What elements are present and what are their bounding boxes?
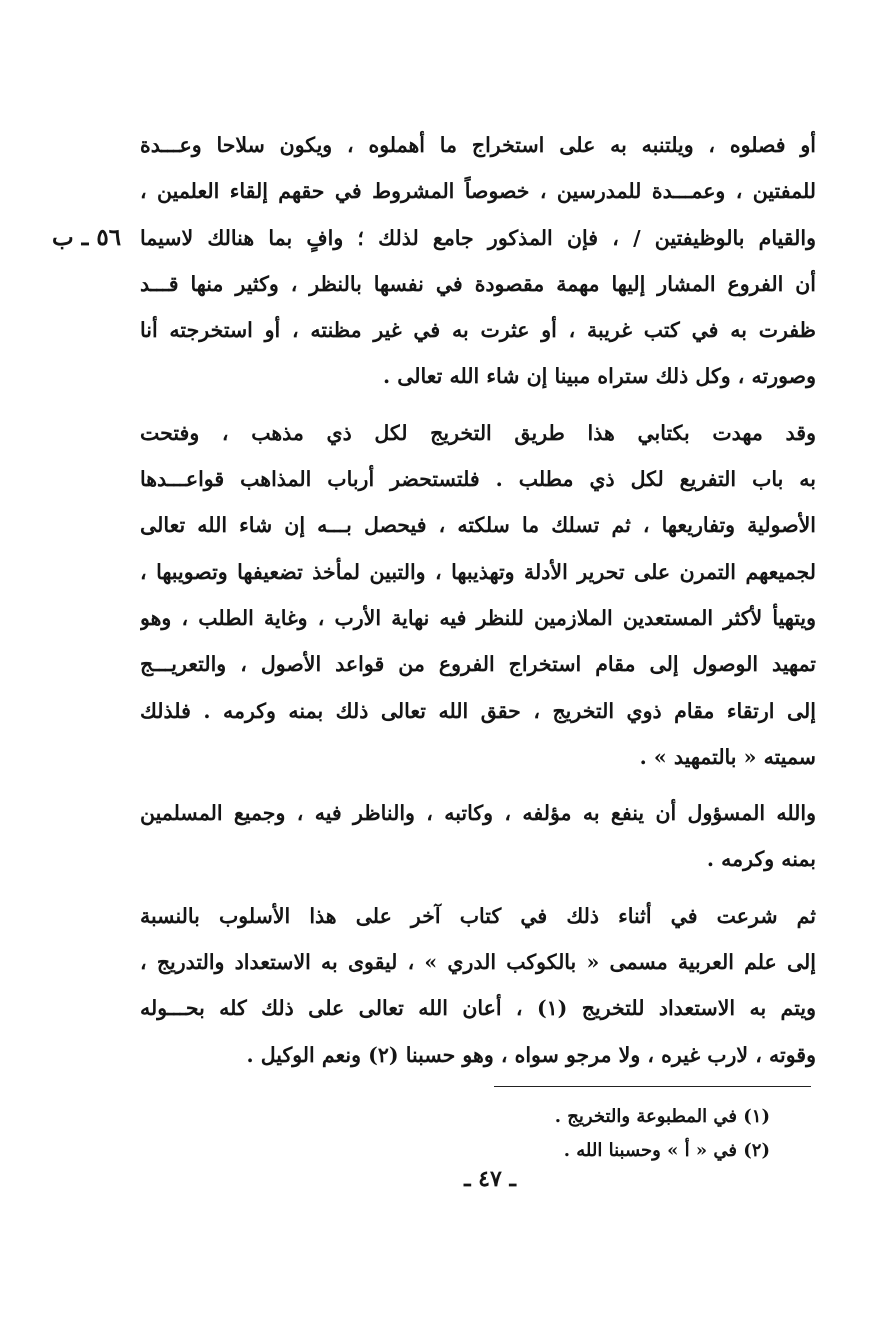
text-line: به باب التفريع لكل ذي مطلب . فلتستحضر أرباب المذاهب قواعـــدها — [140, 467, 816, 492]
text-line: وقوته ، لارب غيره ، ولا مرجو سواه ، وهو حسبنا (٢) ونعم الوكيل . — [246, 1042, 816, 1067]
paragraph-gap — [140, 400, 816, 410]
paragraph-gap — [140, 780, 816, 790]
text-line: سميته « بالتمهيد » . — [639, 744, 816, 769]
text-line: أو فصلوه ، ويلتنبه به على استخراج ما أهملوه ، ويكون سلاحا وعـــدة — [140, 133, 816, 157]
text-line: لجميعهم التمرن على تحرير الأدلة وتهذيبها ، والتبين لمأخذ تضعيفها وتصويبها ، — [140, 559, 816, 584]
text-line: الأصولية وتفاريعها ، ثم تسلك ما سلكته ، فيحصل بـــه إن شاء الله تعالى — [140, 513, 816, 538]
text-line: ظفرت به في كتب غريبة ، أو عثرت به في غير مظنته ، أو استخرجته أنا — [140, 318, 816, 343]
text-line: ثم شرعت في أثناء ذلك في كتاب آخر على هذا الأسلوب بالنسبة — [140, 903, 816, 928]
text-line: إلى علم العربية مسمى « بالكوكب الدري » ، ليقوى به الاستعداد والتدريج ، — [140, 950, 816, 975]
paragraph-2 — [140, 410, 816, 780]
paragraph-1 — [140, 122, 816, 400]
paragraph-gap — [140, 883, 816, 893]
paragraph-4 — [140, 893, 816, 1078]
footnote-divider — [494, 1086, 811, 1087]
text-line: أن الفروع المشار إليها مهمة مقصودة في نفسها بالنظر ، وكثير منها قـــد — [140, 271, 816, 296]
text-line: ويتم به الاستعداد للتخريج (١) ، أعان الله تعالى على ذلك كله بحـــوله — [140, 996, 816, 1021]
text-line: وصورته ، وكل ذلك ستراه مبينا إن شاء الله تعالى . — [382, 364, 816, 389]
margin-folio-note: ٥٦ ـ ب — [52, 224, 122, 251]
footnotes — [440, 1100, 770, 1168]
footnote-1: (١) في المطبوعة والتخريج . — [554, 1106, 770, 1127]
text-line: والقيام بالوظيفتين / ، فإن المذكور جامع لذلك ؛ وافٍ بما هنالك لاسيما — [140, 225, 816, 250]
text-line: تمهيد الوصول إلى مقام استخراج الفروع من قواعد الأصول ، والتعريـــج — [140, 652, 816, 677]
text-line: بمنه وكرمه . — [706, 847, 816, 872]
text-line: إلى ارتقاء مقام ذوي التخريج ، حقق الله تعالى ذلك بمنه وكرمه . فلذلك — [140, 698, 816, 723]
text-line: للمفتين ، وعمـــدة للمدرسين ، خصوصاً المشروط في حقهم إلقاء العلمين ، — [140, 179, 816, 204]
page-number: ـ ٤٧ ـ — [464, 1166, 516, 1192]
paragraph-3 — [140, 790, 816, 883]
main-text-block — [140, 122, 816, 1078]
footnote-2: (٢) في « أ » وحسبنا الله . — [563, 1140, 770, 1161]
text-line: والله المسؤول أن ينفع به مؤلفه ، وكاتبه ، والناظر فيه ، وجميع المسلمين — [140, 801, 816, 826]
text-line: وقد مهدت بكتابي هذا طريق التخريج لكل ذي مذهب ، وفتحت — [140, 420, 816, 445]
text-line: ويتهيأ لأكثر المستعدين الملازمين للنظر فيه نهاية الأرب ، وغاية الطلب ، وهو — [140, 605, 816, 630]
